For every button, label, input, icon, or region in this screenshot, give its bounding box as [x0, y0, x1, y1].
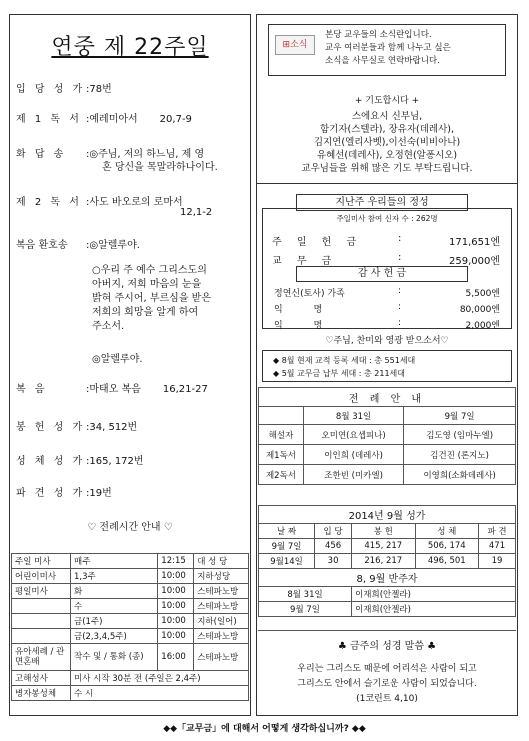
second-reading: [16, 193, 183, 208]
liturgy-cell: 김도영 (임마누엘): [404, 425, 516, 445]
server-name: 이재희(안젤라): [352, 602, 516, 617]
table-row: [12, 554, 249, 569]
prayer-line: 유혜선(데레사), 오정현(알퐁시오): [316, 150, 458, 161]
sched-cell: 금(1주): [71, 614, 158, 629]
sched-cell: 주일 미사: [12, 554, 71, 569]
sched-cell: 10:00: [158, 584, 194, 599]
sched-cell: 유아세례 / 관면혼배: [12, 644, 71, 671]
table-row: [259, 587, 516, 602]
choir-cell: 496, 501: [415, 554, 478, 569]
gospel-ref: 16,21-27: [162, 384, 208, 395]
news-text: [325, 29, 451, 68]
sched-cell: 스테파노방: [194, 599, 249, 614]
second-reading-ref: 12,1-2: [180, 207, 213, 218]
sched-cell: 작수 및 / 통화 (종): [71, 644, 158, 671]
choir-cell: 9월14일: [259, 554, 315, 569]
alleluia-line: 밝혀 주시어, 부르심을 받은: [92, 293, 211, 304]
table-row: [259, 602, 516, 617]
table-row: [259, 407, 516, 425]
stats-title: 지난주 우리들의 정성: [296, 194, 468, 211]
table-row: [12, 644, 249, 671]
sched-cell: [12, 614, 71, 629]
psalm-value-2: 혼 당신을 목말라하나이다.: [102, 162, 218, 173]
sched-cell: 스테파노방: [194, 629, 249, 644]
table-row: [12, 584, 249, 599]
server-date: 8월 31일: [259, 587, 352, 602]
liturgy-cell: 제2독서: [259, 465, 304, 485]
first-reading-ref: 20,7-9: [159, 114, 192, 125]
communion-value: :165, 172번: [86, 456, 144, 467]
choir-cell: 216, 217: [352, 554, 415, 569]
verse-line: (1코린트 4,10): [356, 694, 418, 704]
sched-cell: 화: [71, 584, 158, 599]
sched-cell: [12, 629, 71, 644]
first-reading-label: 제 1 독 서: [16, 114, 82, 125]
page-title: 연중 제 22주일: [51, 35, 209, 60]
table-row: [259, 388, 516, 407]
second-reading-label: 제 2 독 서: [16, 197, 82, 208]
verse-line: 그리스도 안에서 슬기로운 사람이 되었습니다.: [297, 679, 477, 689]
verse-text: [256, 662, 518, 707]
tithe-value: 259,000엔: [448, 256, 500, 267]
sched-cell: 16:00: [158, 644, 194, 671]
liturgy-cell: 오미연(요셉피나): [304, 425, 404, 445]
alleluia-line: 주소서.: [92, 321, 125, 332]
choir-cell: 471: [479, 539, 516, 554]
choir-header: 파 견: [479, 524, 516, 539]
news-tag-label: 소식: [290, 40, 308, 50]
alleluia-end: ◎알렐루야.: [92, 354, 143, 365]
sched-cell: 10:00: [158, 614, 194, 629]
tithe-label: 교 무 금: [272, 256, 338, 267]
verse-title: ♣ 금주의 성경 말씀 ♣: [337, 641, 437, 652]
liturgy-header: 9월 7일: [404, 407, 516, 425]
thanks-value: 80,000엔: [459, 305, 500, 315]
offertory-label: 봉 헌 성 가: [16, 422, 86, 433]
verse-line: 우리는 그리스도 때문에 어리석은 사람이 되고: [297, 664, 477, 674]
sched-cell: 병자봉성체: [12, 686, 71, 701]
schedule-title: ♡ 전례시간 안내 ♡: [87, 522, 173, 533]
sched-cell: 미사 시작 30분 전 (주일은 2,4주): [71, 671, 249, 686]
choir-cell: 19: [479, 554, 516, 569]
table-row: [259, 445, 516, 465]
table-row: [12, 599, 249, 614]
sched-cell: 10:00: [158, 599, 194, 614]
notes-box: [262, 350, 512, 382]
table-row: [259, 524, 516, 539]
choir-header: 입 당: [315, 524, 352, 539]
server-date: 9월 7일: [259, 602, 352, 617]
sched-cell: 지하성당: [194, 569, 249, 584]
sched-cell: [12, 599, 71, 614]
table-row: [259, 539, 516, 554]
news-line: 본당 교우들의 소식란입니다.: [325, 30, 432, 40]
thanks-label: 익 명: [274, 305, 337, 315]
liturgy-cell: 이영희(소화데레사): [404, 465, 516, 485]
table-row: [12, 569, 249, 584]
offertory-value: :34, 512번: [86, 422, 138, 433]
prayer-line: 스에요시 신부님,: [351, 111, 423, 122]
liturgy-header: [259, 407, 304, 425]
table-row: [12, 686, 249, 701]
sunday-offering: 주 일 헌 금 : 171,651엔: [272, 233, 500, 248]
server-name: 이재희(안젤라): [352, 587, 516, 602]
attendance: 주일미사 참여 신자 수 : 262명: [336, 214, 438, 223]
alleluia-text: [92, 264, 211, 334]
sched-cell: 수: [71, 599, 158, 614]
offertory-hymn: [16, 418, 137, 433]
alleluia-line: ○우리 주 예수 그리스도의: [92, 265, 207, 276]
servers-title: 8, 9월 반주자: [259, 569, 516, 587]
liturgy-title: 전 례 안 내: [259, 388, 516, 407]
psalm-value: :◎주님, 저의 하느님, 제 영: [86, 149, 205, 160]
choir-cell: 456: [315, 539, 352, 554]
entrance-value: :78번: [86, 84, 112, 95]
choir-header: 봉 헌: [352, 524, 415, 539]
prayer-line: 교우님들을 위해 많은 기도 부탁드립니다.: [301, 163, 473, 174]
thanks-label: 정연신(토사) 가족: [274, 289, 345, 299]
sched-cell: 1,3주: [71, 569, 158, 584]
divider: [256, 183, 518, 184]
choir-cell: 415, 217: [352, 539, 415, 554]
communion-label: 성 체 성 가: [16, 456, 86, 467]
gospel-value: :마태오 복음: [86, 384, 141, 395]
sched-cell: 10:00: [158, 629, 194, 644]
alleluia-line: 아버지, 저희 마음의 눈을: [92, 279, 202, 290]
liturgy-header: 8월 31일: [304, 407, 404, 425]
prayer-title: + 기도합시다 +: [354, 96, 420, 106]
choir-cell: 30: [315, 554, 352, 569]
prayer-line: 함기자(스텔라), 장유자(데레사),: [319, 124, 454, 135]
liturgy-cell: 제1독서: [259, 445, 304, 465]
table-row: [12, 629, 249, 644]
thanks-row: 익 명 : 80,000엔: [274, 302, 500, 315]
sunday-offering-value: 171,651엔: [448, 237, 500, 248]
recessional-value: :19번: [86, 488, 112, 499]
alleluia-value: :◎알렐루야.: [86, 240, 140, 251]
sched-cell: 스테파노방: [194, 644, 249, 671]
prayer-line: 김지연(엘리사벳),이선숙(비비아나): [313, 137, 461, 148]
liturgy-cell: 해설자: [259, 425, 304, 445]
sched-cell: 스테파노방: [194, 584, 249, 599]
choir-title: 2014년 9월 성가: [259, 506, 516, 524]
sched-cell: 평일미사: [12, 584, 71, 599]
table-row: [259, 465, 516, 485]
thanks-row: 익 명 : 2,000엔: [274, 318, 500, 331]
thanks-title: 감 사 헌 금: [296, 266, 468, 282]
sched-cell: 어린이미사: [12, 569, 71, 584]
thanks-row: 정연신(토사) 가족 : 5,500엔: [274, 286, 500, 299]
thanks-value: 2,000엔: [465, 321, 500, 331]
recessional-label: 파 견 성 가: [16, 488, 86, 499]
sunday-offering-label: 주 일 헌 금: [272, 237, 363, 248]
schedule-table: [11, 553, 249, 701]
first-reading-value: :예레미아서: [86, 114, 138, 125]
news-tag: [275, 35, 315, 55]
liturgy-cell: 이인희 (데레사): [304, 445, 404, 465]
sched-cell: 고해성사: [12, 671, 71, 686]
sched-cell: 10:00: [158, 569, 194, 584]
alleluia-label: 복음 환호송: [16, 240, 68, 251]
table-row: [12, 614, 249, 629]
choir-cell: 506, 174: [415, 539, 478, 554]
tithe: 교 무 금 : 259,000엔: [272, 252, 500, 267]
blessing: ♡주님, 찬미와 영광 받으소서♡: [325, 336, 449, 346]
note-line: ◆ 8월 현재 교적 등록 세대 : 총 551세대: [273, 356, 416, 365]
news-icon: ⊞: [282, 40, 291, 50]
table-row: [259, 506, 516, 524]
note-line: ◆ 5월 교무금 납부 세대 : 총 211세대: [273, 369, 406, 378]
sched-cell: 매주: [71, 554, 158, 569]
thanks-label: 익 명: [274, 321, 337, 331]
sched-cell: 수 시: [71, 686, 249, 701]
liturgy-cell: 조한빈 (미카엘): [304, 465, 404, 485]
table-row: [259, 569, 516, 587]
sched-cell: 금(2,3,4,5주): [71, 629, 158, 644]
choir-cell: 9월 7일: [259, 539, 315, 554]
sched-cell: 대 성 당: [194, 554, 249, 569]
first-reading: [16, 110, 192, 125]
news-line: 소식을 사무실로 연락바랍니다.: [325, 56, 440, 66]
entrance-label: 입 당 성 가: [16, 84, 86, 95]
gospel: [16, 380, 208, 395]
psalm-label: 화 답 송: [16, 149, 67, 160]
entrance-hymn: [16, 80, 112, 95]
choir-table: [258, 505, 516, 617]
recessional-hymn: [16, 484, 112, 499]
liturgy-table: [258, 387, 516, 485]
choir-header: 날 짜: [259, 524, 315, 539]
news-box: [268, 24, 506, 76]
table-row: [12, 671, 249, 686]
second-reading-value: :사도 바오로의 로마서: [86, 197, 183, 208]
sched-cell: 12:15: [158, 554, 194, 569]
alleluia: [16, 236, 140, 251]
liturgy-cell: 김건진 (론지노): [404, 445, 516, 465]
alleluia-line: 저희의 희망을 알게 하여: [92, 307, 199, 318]
footer-note: ◆◆「교무금」에 대해서 어떻게 생각하십니까? ◆◆: [163, 724, 366, 734]
prayer-list: [256, 110, 518, 175]
sched-cell: 지하(일어): [194, 614, 249, 629]
news-line: 교우 여러분들과 함께 나누고 싶은: [325, 43, 451, 53]
table-row: [259, 425, 516, 445]
communion-hymn: [16, 452, 144, 467]
table-row: [259, 554, 516, 569]
thanks-value: 5,500엔: [465, 289, 500, 299]
choir-header: 성 체: [415, 524, 478, 539]
gospel-label: 복 음: [16, 384, 48, 395]
